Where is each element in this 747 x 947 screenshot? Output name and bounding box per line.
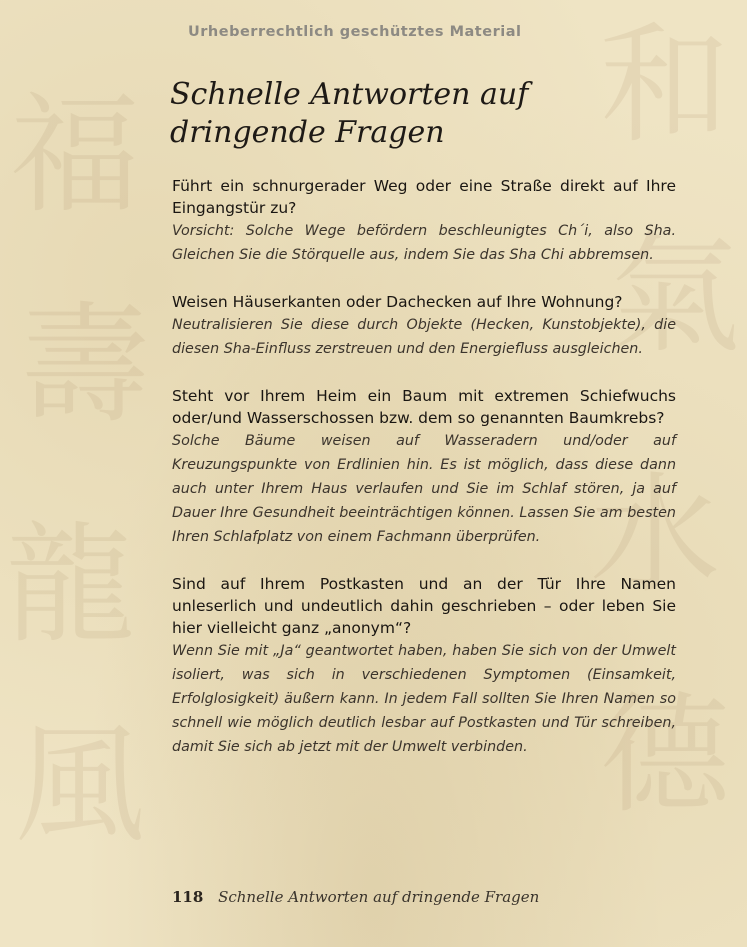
question: Führt ein schnurgerader Weg oder eine Straße direkt auf Ihre Eingangstür zu?: [172, 177, 676, 217]
page-footer: [172, 888, 539, 906]
answer: Vorsicht: Solche Wege befördern beschleunigtes Ch´i, also Sha. Gleichen Sie die Störquelle aus, indem Sie das Sha Chi abbremsen.: [172, 223, 676, 263]
answer: Wenn Sie mit „Ja“ geantwortet haben, haben Sie sich von der Umwelt isoliert, was sich in verschiedenen Symptomen (Einsamkeit, Erfolglosigkeit) äußern kann. In jedem Fall sollten Sie Ihren Namen so schnell wie möglich deutlich lesbar auf Postkasten und Tür schreiben, damit Sie sich ab jetzt mit der Umwelt verbinden.: [172, 643, 676, 755]
calligraphy-watermark: 壽: [20, 289, 151, 441]
page-number: 118: [172, 888, 204, 906]
qa-item: [172, 175, 676, 267]
qa-item: [172, 291, 676, 361]
calligraphy-watermark: 德: [600, 679, 731, 831]
copyright-notice: Urheberrechtlich geschütztes Material: [188, 24, 522, 40]
qa-item: [172, 385, 676, 549]
qa-list: [172, 175, 676, 783]
question: Weisen Häuserkanten oder Dachecken auf Ihre Wohnung?: [172, 293, 623, 311]
answer: Neutralisieren Sie diese durch Objekte (Hecken, Kunstobjekte), die diesen Sha-Einfluss zerstreuen und den Energiefluss ausgleichen.: [172, 317, 676, 357]
page-title: [170, 76, 690, 152]
question: Sind auf Ihrem Postkasten und an der Tür Ihre Namen unleserlich und undeutlich dahin geschrieben – oder leben Sie hier vielleicht ganz „anonym“?: [172, 575, 676, 637]
calligraphy-watermark: 福: [10, 79, 141, 231]
calligraphy-watermark: 風: [15, 709, 146, 861]
answer: Solche Bäume weisen auf Wasseradern und/oder auf Kreuzungspunkte von Erdlinien hin. Es ist möglich, dass diese dann auch unter Ihrem Haus verlaufen und Sie im Schlaf stören, ja auf Dauer Ihre Gesundheit beeinträchtigen können. Lassen Sie am besten Ihren Schlafplatz von einem Fachmann überprüfen.: [172, 433, 676, 545]
running-title: Schnelle Antworten auf dringende Fragen: [218, 888, 540, 906]
calligraphy-watermark: 龍: [5, 509, 136, 661]
title-line-2: dringende Fragen: [170, 115, 445, 150]
calligraphy-watermark: 水: [590, 459, 721, 611]
title-line-1: Schnelle Antworten auf: [170, 77, 529, 112]
calligraphy-watermark: 和: [600, 9, 731, 161]
qa-item: [172, 573, 676, 759]
question: Steht vor Ihrem Heim ein Baum mit extremen Schiefwuchs oder/und Wasserschossen bzw. dem so genannten Baumkrebs?: [172, 387, 676, 427]
calligraphy-watermark: 氣: [610, 219, 741, 371]
